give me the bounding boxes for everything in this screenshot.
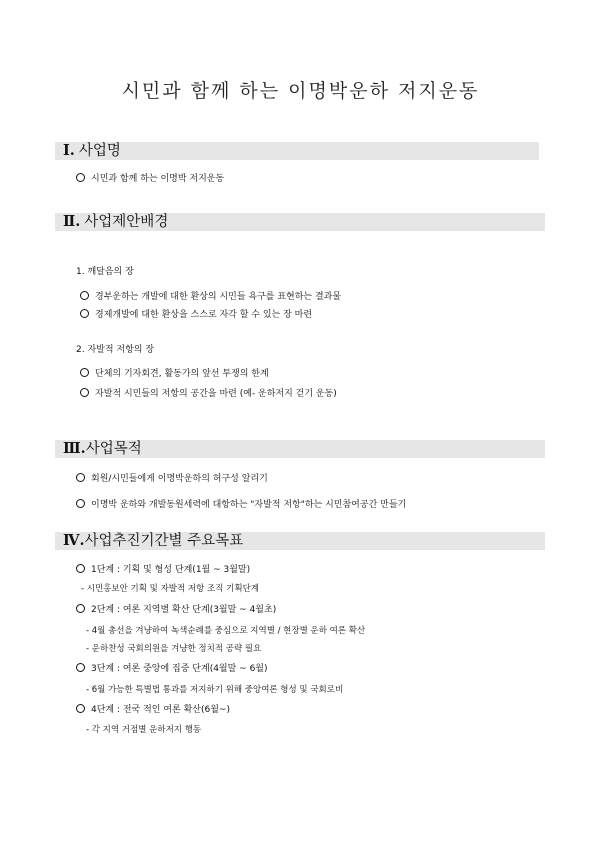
section-1-item xyxy=(76,171,224,184)
stage-2-detail-1: - 4월 총선을 겨냥하여 녹색순례를 중심으로 지역별 / 현장별 운하 여론 확산 xyxy=(86,626,366,636)
stage-1-text: 1단계 : 기획 및 형성 단계(1월 ~ 3월말) xyxy=(91,565,251,575)
circle-bullet-icon xyxy=(76,173,85,182)
circle-bullet-icon xyxy=(76,704,85,713)
section-1-item-text: 시민과 함께 하는 이명박 저지운동 xyxy=(91,174,225,184)
section-2-sub1-item-2 xyxy=(80,307,312,320)
section-2-sub1-item-1 xyxy=(80,289,341,302)
stage-3-detail: - 6월 가능한 특별법 통과를 저지하기 위해 중앙여론 형성 및 국회로비 xyxy=(86,685,344,695)
section-1-heading xyxy=(55,142,539,160)
section-2-sub1-item-1-text: 경부운하는 개발에 대한 환상의 시민들 욕구를 표현하는 결과물 xyxy=(95,292,342,302)
section-2-sub2-item-2 xyxy=(80,386,337,399)
stage-4-text: 4단계 : 전국 적인 여론 확산(6월~) xyxy=(91,705,230,715)
circle-bullet-icon xyxy=(80,309,89,318)
section-1-title: 사업명 xyxy=(78,143,121,159)
circle-bullet-icon xyxy=(76,473,85,482)
stage-3 xyxy=(76,661,268,674)
stage-2-text: 2단계 : 여론 지역별 확산 단계(3월말 ~ 4월초) xyxy=(91,605,277,615)
circle-bullet-icon xyxy=(76,604,85,613)
stage-1 xyxy=(76,562,250,575)
section-3-title: 사업목적 xyxy=(85,441,142,457)
section-2-sub2-item-2-text: 자발적 시민들의 저항의 공간을 마련 (예- 운하저지 걷기 운동) xyxy=(95,389,337,399)
stage-3-text: 3단계 : 여론 중앙에 집중 단계(4월말 ~ 6월) xyxy=(91,664,268,674)
section-4-number: Ⅳ. xyxy=(63,532,85,549)
stage-2 xyxy=(76,602,276,615)
stage-2-detail-2: - 운하찬성 국회의원을 겨냥한 정치적 공략 필요 xyxy=(86,644,262,654)
stage-4 xyxy=(76,702,230,715)
section-4-title: 사업추진기간별 주요목표 xyxy=(84,533,244,549)
section-3-item-2-text: 이명박 운하와 개발동원세력에 대항하는 "자발적 저항"하는 시민참여공간 만들기 xyxy=(91,500,407,510)
stage-4-detail: - 각 지역 거점별 운하저지 행동 xyxy=(86,725,202,735)
section-2-sub2-item-1-text: 단체의 기자회견, 활동가의 앞선 투쟁의 한계 xyxy=(95,369,269,379)
section-3-heading xyxy=(55,440,545,458)
circle-bullet-icon xyxy=(76,499,85,508)
section-2-title: 사업제안배경 xyxy=(84,214,169,230)
section-1-number: Ⅰ. xyxy=(63,142,75,159)
section-4-heading xyxy=(55,532,545,550)
section-2-sub1-item-2-text: 경제개발에 대한 환상을 스스로 자각 할 수 있는 장 마련 xyxy=(95,310,313,320)
section-3-item-2 xyxy=(76,497,406,510)
circle-bullet-icon xyxy=(80,388,89,397)
circle-bullet-icon xyxy=(76,663,85,672)
circle-bullet-icon xyxy=(80,291,89,300)
circle-bullet-icon xyxy=(80,368,89,377)
section-2-number: Ⅱ. xyxy=(63,213,81,230)
circle-bullet-icon xyxy=(76,564,85,573)
section-3-number: Ⅲ. xyxy=(63,440,86,457)
section-3-item-1-text: 회원/시민들에게 이명박운하의 허구성 알리기 xyxy=(91,474,268,484)
stage-1-detail: - 시민홍보안 기획 및 자발적 저항 조직 기획단계 xyxy=(81,584,259,594)
section-2-subheading-1: 1. 깨달음의 장 xyxy=(76,267,134,277)
section-2-sub2-item-1 xyxy=(80,366,269,379)
section-2-subheading-2: 2. 자발적 저항의 장 xyxy=(76,345,155,355)
section-2-heading xyxy=(55,213,545,231)
section-3-item-1 xyxy=(76,471,268,484)
document-title: 시민과 함께 하는 이명박운하 저지운동 xyxy=(121,80,480,102)
